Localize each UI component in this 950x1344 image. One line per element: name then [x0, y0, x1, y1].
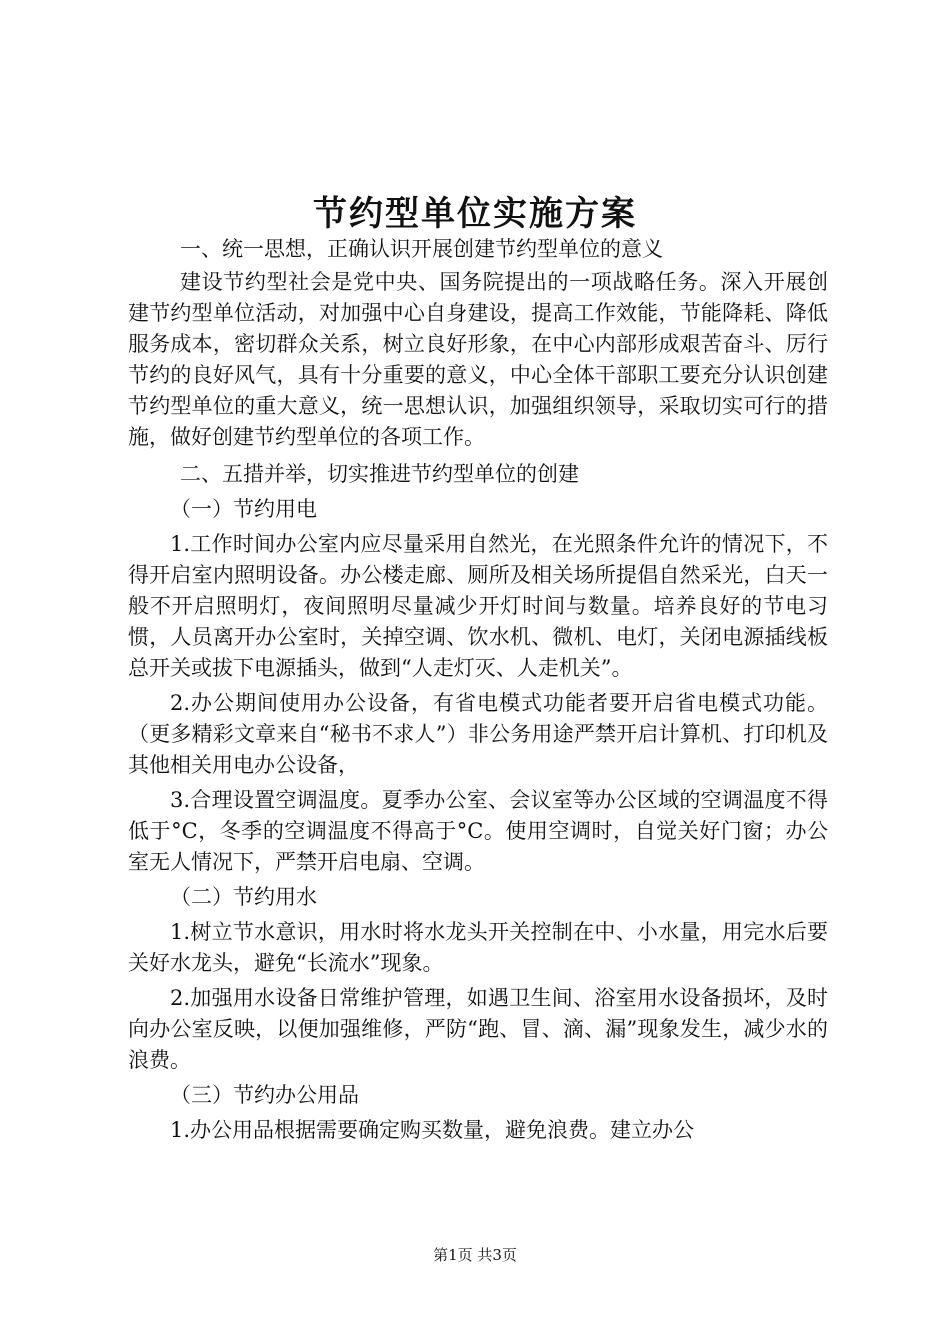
document-body — [128, 234, 828, 1150]
section-heading: 二、五措并举，切实推进节约型单位的创建 — [180, 462, 579, 486]
subsection-heading: （三）节约办公用品 — [170, 1083, 359, 1107]
paragraph: 2.加强用水设备日常维护管理，如遇卫生间、浴室用水设备损坏，及时向办公室反映，以便加强维修，严防“跑、冒、滴、漏”现象发生，减少水的浪费。 — [128, 986, 828, 1072]
paragraph: 1.办公用品根据需要确定购买数量，避免浪费。建立办公 — [170, 1118, 695, 1142]
paragraph: 1.树立节水意识，用水时将水龙头开关控制在中、小水量，用完水后要关好水龙头，避免“长流水”现象。 — [128, 920, 828, 975]
document-title: 节约型单位实施方案 — [313, 194, 637, 234]
subsection-heading: （一）节约用电 — [170, 497, 317, 521]
paragraph: 建设节约型社会是党中央、国务院提出的一项战略任务。深入开展创建节约型单位活动，对加强中心自身建设，提高工作效能，节能降耗、降低服务成本，密切群众关系，树立良好形象，在中心内部形成艰苦奋斗、厉行节约的良好风气，具有十分重要的意义，中心全体干部职工要充分认识创建节约型单位的重大意义，统一思想认识，加强组织领导，采取切实可行的措施，做好创建节约型单位的各项工作。 — [128, 270, 828, 449]
section-heading: 一、统一思想，正确认识开展创建节约型单位的意义 — [180, 237, 663, 261]
subsection-heading: （二）节约用水 — [170, 885, 317, 909]
paragraph: 2.办公期间使用办公设备，有省电模式功能者要开启省电模式功能。（更多精彩文章来自“秘书不求人”）非公务用途严禁开启计算机、打印机及其他相关用电办公设备， — [128, 691, 828, 777]
paragraph: 3.合理设置空调温度。夏季办公室、会议室等办公区域的空调温度不得低于°C，冬季的空调温度不得高于°C。使用空调时，自觉关好门窗；办公室无人情况下，严禁开启电扇、空调。 — [128, 788, 828, 874]
page-footer: 第1页 共3页 — [433, 1246, 517, 1264]
paragraph: 1.工作时间办公室内应尽量采用自然光，在光照条件允许的情况下，不得开启室内照明设备。办公楼走廊、厕所及相关场所提倡自然采光，白天一般不开启照明灯，夜间照明尽量减少开灯时间与数量。培养良好的节电习惯，人员离开办公室时，关掉空调、饮水机、微机、电灯，关闭电源插线板总开关或拔下电源插头，做到“人走灯灭、人走机关”。 — [128, 532, 828, 680]
